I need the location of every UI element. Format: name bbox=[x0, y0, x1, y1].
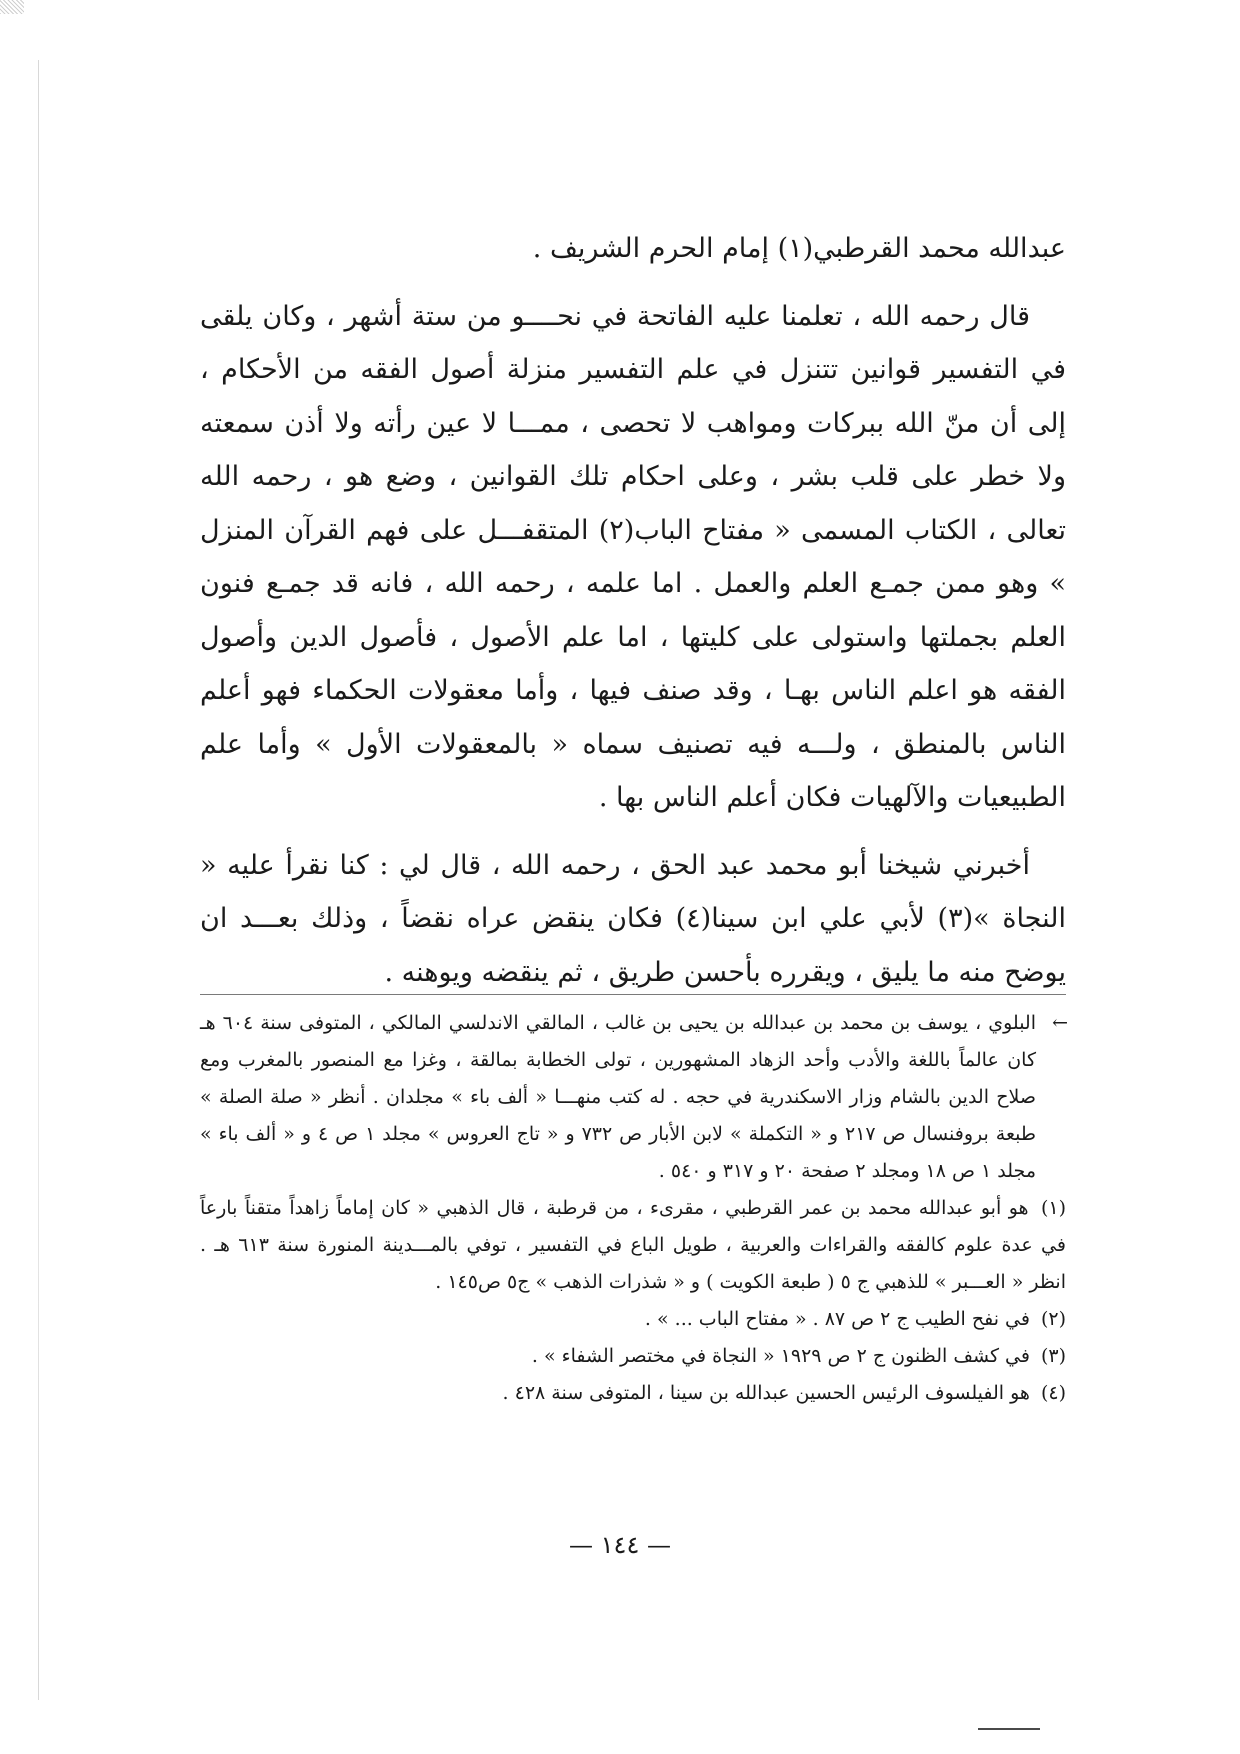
paragraph-3: أخبرني شيخنا أبو محمد عبد الحق ، رحمه الله ، قال لي : كنا نقرأ عليه « النجاة »(٣) لأبي علي ابن سينا(٤) فكان ينقض عراه نقضاً ، وذلك بعـــد ان يوضح منه ما يليق ، ويقرره بأحسن طريق ، ثم ينقضه ويوهنه . bbox=[200, 849, 1066, 988]
footnote-number: (٤) bbox=[1040, 1382, 1066, 1404]
footnote-text: هو الفيلسوف الرئيس الحسين عبدالله بن سينا ، المتوفى سنة ٤٢٨ . bbox=[502, 1382, 1030, 1404]
footnote-number: (٣) bbox=[1040, 1345, 1066, 1367]
scan-corner-artifact bbox=[0, 0, 24, 14]
footnote-1 bbox=[200, 1190, 1066, 1301]
footnote-number: (١) bbox=[1040, 1197, 1066, 1219]
paragraph-2: قال رحمه الله ، تعلمنا عليه الفاتحة في نحــــو من ستة أشهر ، وكان يلقى في التفسير قوانين تتنزل في علم التفسير منزلة أصول الفقه من الأحكام ، إلى أن منّ الله ببركات ومواهب لا تحصى ، ممـــا لا عين رأته ولا أذن سمعته ولا خطر على قلب بشر ، وعلى احكام تلك القوانين ، وضع هو ، رحمه الله تعالى ، الكتاب المسمى « مفتاح الباب(٢) المتقفـــل على فهم القرآن المنزل » وهو ممن جمـع العلم والعمل . اما علمه ، رحمه الله ، فانه قد جمـع فنون العلم بجملتها واستولى على كليتها ، اما علم الأصول ، فأصول الدين وأصول الفقه هو اعلم الناس بهـا ، وقد صنف فيها ، وأما معقولات الحكماء فهو أعلم الناس بالمنطق ، ولـــه فيه تصنيف سماه « بالمعقولات الأول » وأما علم الطبيعيات والآلهيات فكان أعلم الناس بها . bbox=[200, 300, 1066, 813]
footnote-text: هو أبو عبدالله محمد بن عمر القرطبي ، مقرىء ، من قرطبة ، قال الذهبي « كان إماماً زاهداً متقناً بارعاً في عدة علوم كالفقه والقراءات والعربية ، طويل الباع في التفسير ، توفي بالمـــدينة المنورة سنة ٦١٣ هـ . انظر « العـــبر » للذهبي ج ٥ ( طبعة الكويت ) و « شذرات الذهب » ج٥ ص١٤٥ . bbox=[200, 1197, 1066, 1293]
footnote-2 bbox=[200, 1301, 1066, 1338]
footnote-number: (٢) bbox=[1040, 1308, 1066, 1330]
bottom-rule-mark bbox=[978, 1728, 1040, 1730]
footnote-continuation bbox=[200, 1005, 1066, 1190]
main-text bbox=[200, 222, 1066, 999]
footnote-continuation-text: البلوي ، يوسف بن محمد بن عبدالله بن يحيى بن غالب ، المالقي الاندلسي المالكي ، المتوفى سنة ٦٠٤ هـ كان عالماً باللغة والأدب وأحد الزهاد المشهورين ، تولى الخطابة بمالقة ، وغزا مع المنصور بالمغرب ومع صلاح الدين بالشام وزار الاسكندرية في حجه . له كتب منهـــا « ألف باء » مجلدان . أنظر « صلة الصلة » طبعة بروفنسال ص ٢١٧ و « التكملة » لابن الأبار ص ٧٣٢ و « تاج العروس » مجلد ١ ص ٤ و « ألف باء » مجلد ١ ص ١٨ ومجلد ٢ صفحة ٢٠ و ٣١٧ و ٥٤٠ . bbox=[200, 1012, 1036, 1182]
footnote-4 bbox=[200, 1375, 1066, 1412]
footnote-text: في كشف الظنون ج ٢ ص ١٩٢٩ « النجاة في مختصر الشفاء » . bbox=[531, 1345, 1030, 1367]
paragraph-1: عبدالله محمد القرطبي(١) إمام الحرم الشريف . bbox=[532, 233, 1066, 264]
page-number: — ١٤٤ — bbox=[569, 1531, 671, 1559]
footnote-text: في نفح الطيب ج ٢ ص ٨٧ . « مفتاح الباب ... » . bbox=[644, 1308, 1030, 1330]
footnote-separator bbox=[200, 994, 1066, 995]
scan-edge-line bbox=[38, 60, 39, 1700]
footnotes bbox=[200, 1005, 1066, 1412]
continuation-arrow-icon: ← bbox=[1052, 1012, 1068, 1034]
footnote-3 bbox=[200, 1338, 1066, 1375]
